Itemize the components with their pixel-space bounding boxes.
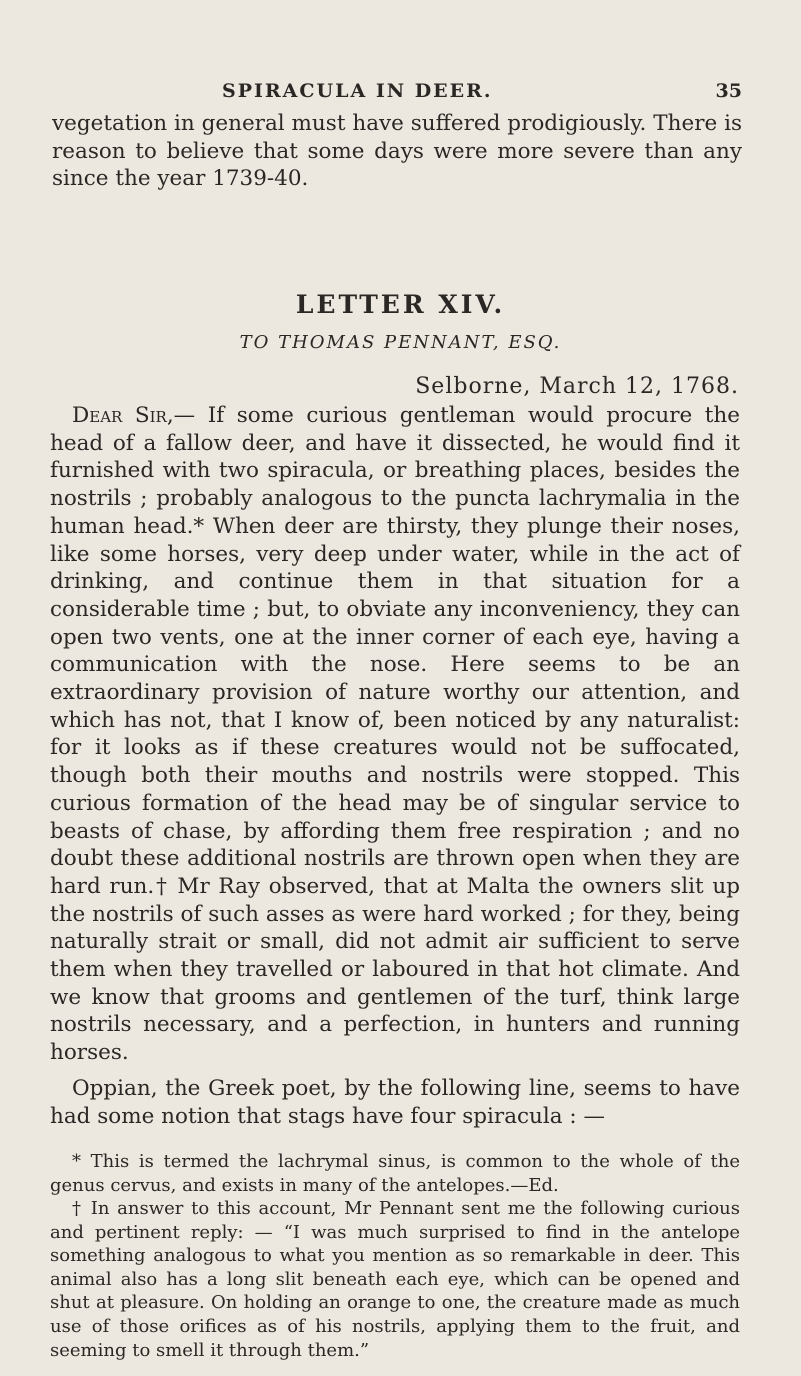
running-header [222, 80, 742, 102]
letter-body-paragraph-2: Oppian, the Greek poet, by the following line, seems to have had some notion that stags have four spiracula : — [50, 1076, 740, 1129]
footnote-lachrymal: * This is termed the lachrymal sinus, is common to the whole of the genus cervus, and exists in many of the antelopes.—Ed. [50, 1151, 740, 1196]
letter-body-text: — If some curious gentleman would procure the head of a fallow deer, and have it dissected, he would find it furnished with two spiracula, or breathing places, besides the nostrils ; probably analogous to the puncta lachrymalia in the human head.* When deer are thirsty, they plunge their noses, like some horses, very deep under water, while in the act of drinking, and continue them in that situation for a considerable time ; but, to obviate any inconveniency, they can open two vents, one at the inner corner of each eye, having a communication with the nose. Here seems to be an extraordinary provision of nature worthy our attention, and which has not, that I know of, been noticed by any naturalist: for it looks as if these creatures would not be suffocated, though both their mouths and nostrils were stopped. This curious formation of the head may be of singular service to beasts of chase, by affording them free respiration ; and no doubt these additional nostrils are thrown open when they are hard run.† Mr Ray observed, that at Malta the owners slit up the nostrils of such asses as were hard worked ; for they, being naturally strait or small, did not admit air sufficient to serve them when they travelled or laboured in that hot climate. And we know that grooms and gentlemen of the turf, think large nostrils necessary, and a perfection, in hunters and running horses. [50, 403, 740, 1066]
salutation: Dear Sir, [72, 403, 174, 428]
footnote-antelope: † In answer to this account, Mr Pennant sent me the following curious and pertinent reply: — “I was much surprised to find in the antelope something analogous to what you mention as so remarkable in deer. This animal also has a long slit beneath each eye, which can be opened and shut at pleasure. On holding an orange to one, the creature made as much use of those orifices as of his nostrils, applying them to the fruit, and seeming to smell it through them.” [50, 1198, 740, 1361]
running-title: SPIRACULA IN DEER. [222, 80, 493, 102]
page-number: 35 [715, 80, 742, 102]
letter-dateline: Selborne, March 12, 1768. [415, 374, 739, 399]
letter-addressee: TO THOMAS PENNANT, ESQ. [239, 332, 562, 353]
letter-body-paragraph [50, 402, 740, 1067]
intro-paragraph: vegetation in general must have suffered prodigiously. There is reason to believe that some days were more severe than any since the year 1739-40. [52, 111, 742, 192]
letter-title: LETTER XIV. [295, 290, 506, 319]
